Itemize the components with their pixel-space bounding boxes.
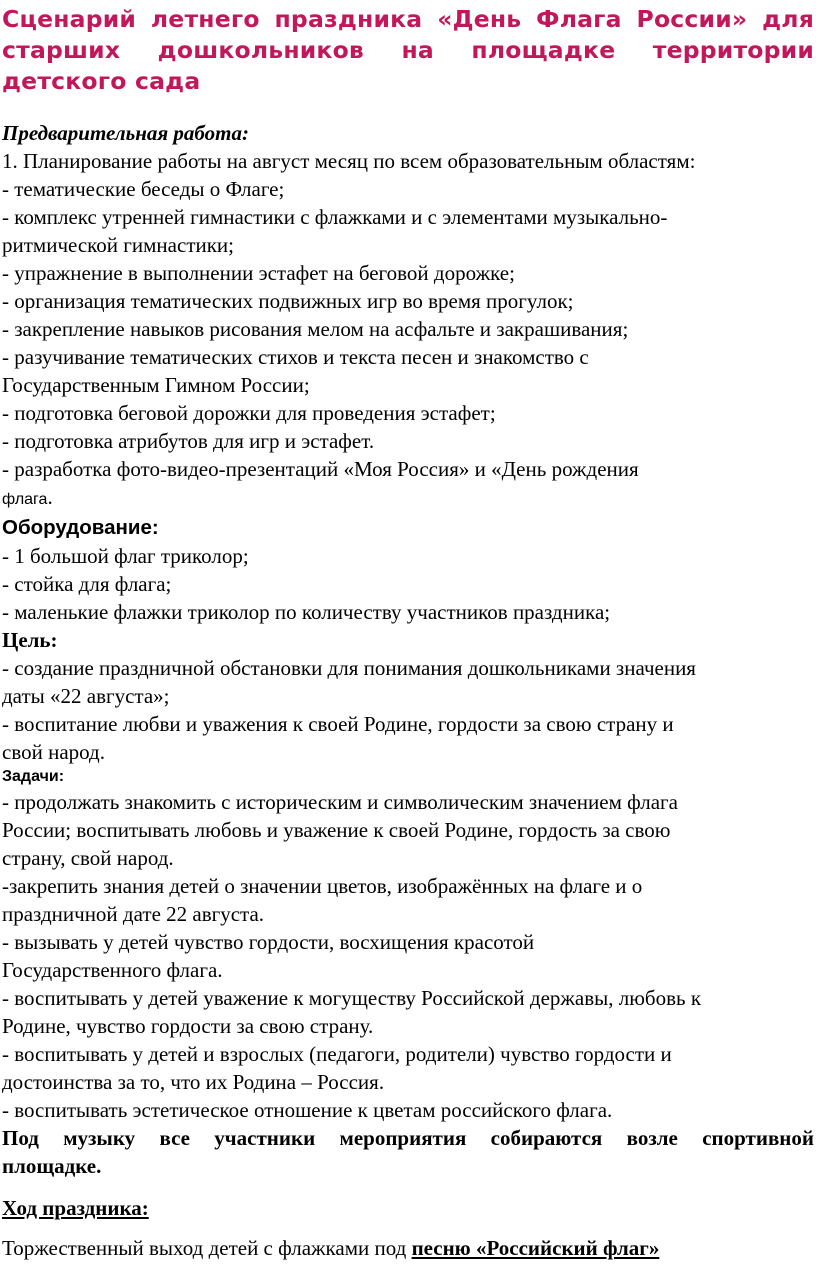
prep-line: - разработка фото-видео-презентаций «Моя Россия» и «День рождения: [2, 457, 639, 481]
course-section: [2, 1194, 814, 1262]
prep-heading: Предварительная работа:: [2, 121, 249, 145]
course-text: Торжественный выход детей с флажками под: [2, 1236, 412, 1260]
goal-line: даты «22 августа»;: [2, 684, 170, 708]
tasks-line: Государственного флага.: [2, 958, 223, 982]
music-note-line2: площадке.: [2, 1154, 102, 1178]
equipment-section: [2, 514, 814, 626]
music-note-line1: Под музыку все участники мероприятия собираются возле спортивной: [2, 1126, 814, 1150]
equipment-line: - 1 большой флаг триколор;: [2, 544, 249, 568]
tasks-line: праздничной дате 22 августа.: [2, 902, 265, 926]
equipment-heading: Оборудование:: [2, 516, 159, 539]
prep-line: - закрепление навыков рисования мелом на асфальте и закрашивания;: [2, 317, 629, 341]
prep-line: - комплекс утренней гимнастики с флажками и с элементами музыкально-: [2, 205, 668, 229]
prep-line: - подготовка атрибутов для игр и эстафет.: [2, 429, 375, 453]
tasks-line: - продолжать знакомить с историческим и символическим значением флага: [2, 790, 678, 814]
prep-line: ритмической гимнастики;: [2, 233, 235, 257]
prep-line: - организация тематических подвижных игр во время прогулок;: [2, 289, 574, 313]
tasks-heading: Задачи:: [2, 768, 65, 785]
song-link: песню «Российский флаг»: [411, 1236, 660, 1260]
page-title: Сценарий летнего праздника «День Флага России» для старших дошкольников на площадке территории детского сада: [2, 5, 814, 95]
prep-line: - разучивание тематических стихов и текста песен и знакомство с: [2, 345, 589, 369]
tasks-line: - воспитывать у детей уважение к могуществу Российской державы, любовь к: [2, 986, 702, 1010]
course-line: [2, 1234, 814, 1262]
prep-section: [2, 119, 814, 514]
tasks-line: России; воспитывать любовь и уважение к своей Родине, гордость за свою: [2, 818, 671, 842]
tasks-line: -закрепить знания детей о значении цветов, изображённых на флаге и о: [2, 874, 643, 898]
prep-line: 1. Планирование работы на август месяц по всем образовательным областям:: [2, 149, 696, 173]
prep-last-word: флага: [2, 491, 48, 508]
course-heading: Ход праздника:: [2, 1196, 149, 1220]
tasks-line: достоинства за то, что их Родина – Россия.: [2, 1070, 385, 1094]
equipment-line: - маленькие флажки триколор по количеству участников праздника;: [2, 600, 611, 624]
goal-line: свой народ.: [2, 740, 105, 764]
prep-last-punct: .: [47, 485, 53, 509]
prep-line: - подготовка беговой дорожки для проведения эстафет;: [2, 401, 496, 425]
goal-line: - создание праздничной обстановки для понимания дошкольниками значения: [2, 656, 696, 680]
tasks-line: - вызывать у детей чувство гордости, восхищения красотой: [2, 930, 535, 954]
tasks-section: [2, 766, 814, 1124]
prep-line-last: [2, 483, 814, 514]
equipment-line: - стойка для флага;: [2, 572, 172, 596]
prep-line: - тематические беседы о Флаге;: [2, 177, 285, 201]
tasks-line: - воспитывать у детей и взрослых (педагоги, родители) чувство гордости и: [2, 1042, 672, 1066]
tasks-line: страну, свой народ.: [2, 846, 174, 870]
music-note: [2, 1124, 814, 1180]
prep-line: - упражнение в выполнении эстафет на беговой дорожке;: [2, 261, 515, 285]
tasks-line: - воспитывать эстетическое отношение к цветам российского флага.: [2, 1098, 613, 1122]
goal-line: - воспитание любви и уважения к своей Родине, гордости за свою страну и: [2, 712, 674, 736]
goal-heading: Цель:: [2, 628, 58, 652]
prep-line: Государственным Гимном России;: [2, 373, 310, 397]
goal-section: [2, 626, 814, 766]
tasks-line: Родине, чувство гордости за свою страну.: [2, 1014, 374, 1038]
